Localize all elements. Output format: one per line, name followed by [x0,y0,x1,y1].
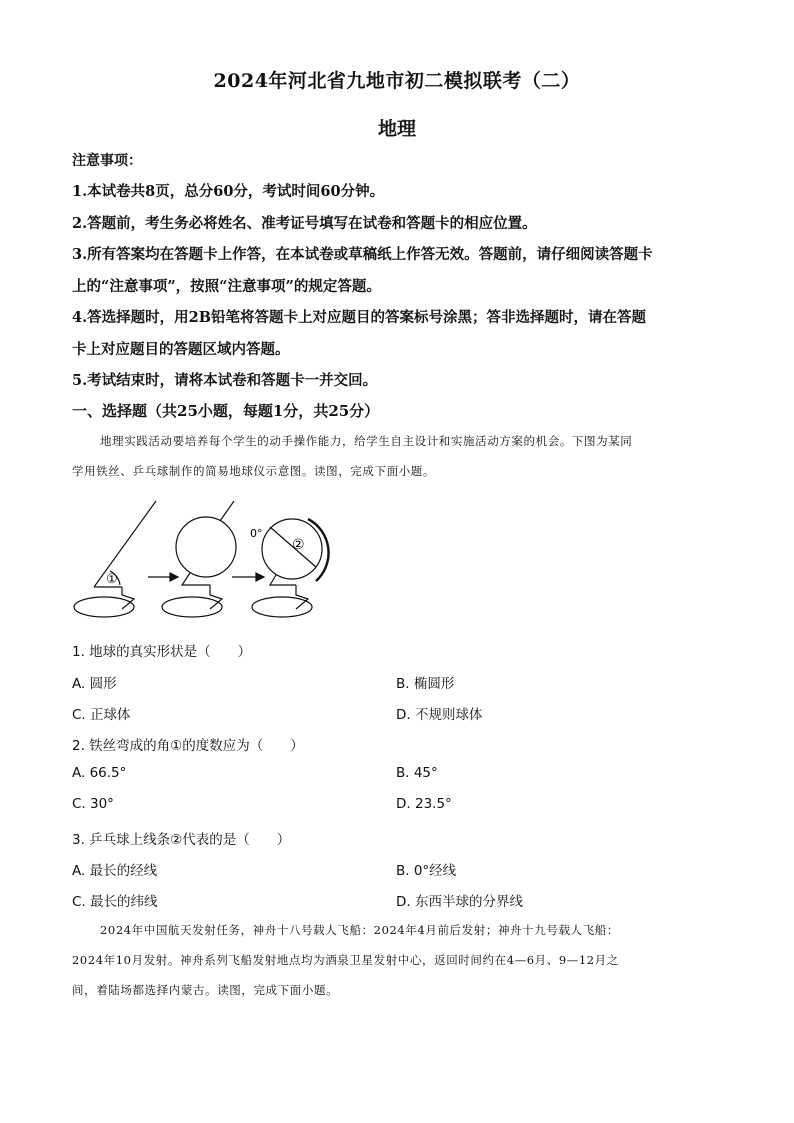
ping-pong-ball [176,517,236,577]
question-1-stem: 1. 地球的真实形状是（ ） [72,644,252,660]
passage-2-line-3: 间，着陆场都选择内蒙古。读图，完成下面小题。 [72,983,339,997]
question-1-option-a[interactable]: A. 圆形 [72,676,117,692]
wire-zigzag-2 [210,585,222,609]
notice-line-5: 5.考试结束时，请将本试卷和答题卡一并交回。 [72,372,378,389]
question-1-option-c[interactable]: C. 正球体 [72,707,131,723]
question-3-option-a[interactable]: A. 最长的经线 [72,863,158,879]
globe-making-figure [70,495,340,625]
notice-line-2: 2.答题前，考生务必将姓名、准考证号填写在试卷和答题卡的相应位置。 [72,215,537,232]
passage-1 [72,426,722,486]
question-2-option-d[interactable]: D. 23.5° [396,796,452,812]
question-2-option-b[interactable]: B. 45° [396,765,438,781]
passage-2-line-2: 2024年10月发射。神舟系列飞船发射地点均为酒泉卫星发射中心，返回时间约在4—6月、9—12月之 [72,953,619,967]
question-2-option-c[interactable]: C. 30° [72,796,114,812]
subject-title: 地理 [377,118,416,140]
passage-1-line-2: 学用铁丝、乒乓球制作的简易地球仪示意图。读图，完成下面小题。 [72,464,435,478]
question-1-option-b[interactable]: B. 椭圆形 [396,676,455,692]
notice-line-3: 3.所有答案均在答题卡上作答，在本试卷或草稿纸上作答无效。答题前，请仔细阅读答题卡 [72,246,653,263]
label-zero-degree: 0° [250,527,263,540]
question-3-stem: 3. 乒乓球上线条②代表的是（ ） [72,832,291,848]
section-heading: 一、选择题（共25小题，每题1分，共25分） [72,402,380,420]
question-2-stem: 2. 铁丝弯成的角①的度数应为（ ） [72,738,304,754]
label-line-two: ② [292,537,305,553]
passage-1-line-1: 地理实践活动要培养每个学生的动手操作能力，给学生自主设计和实施活动方案的机会。下图为某同 [100,434,633,448]
question-3-option-c[interactable]: C. 最长的纬线 [72,894,158,910]
notice-line-3-cont: 上的“注意事项”，按照“注意事项”的规定答题。 [72,278,381,295]
notice-line-4-cont: 卡上对应题目的答题区域内答题。 [72,341,290,358]
question-3-option-d[interactable]: D. 东西半球的分界线 [396,894,523,910]
notice-line-4: 4.答选择题时，用2B铅笔将答题卡上对应题目的答案标号涂黑；答非选择题时，请在答题 [72,309,646,326]
question-1-option-d[interactable]: D. 不规则球体 [396,707,483,723]
notice-line-1: 1.本试卷共8页，总分60分，考试时间60分钟。 [72,183,385,200]
wire-zigzag-1 [122,587,134,609]
question-3-option-b[interactable]: B. 0°经线 [396,863,457,879]
wire-zigzag-3 [296,585,308,609]
label-angle-one: ① [106,572,118,587]
question-2-option-a[interactable]: A. 66.5° [72,765,127,781]
exam-title: 2024年河北省九地市初二模拟联考（二） [213,70,581,92]
wire-slant-1 [94,501,156,587]
wire-base-3 [270,575,296,585]
notice-heading: 注意事项： [72,153,142,169]
passage-2 [72,915,722,1005]
stand-base-3 [252,597,312,617]
wire-slant-2 [220,501,234,521]
passage-2-line-1: 2024年中国航天发射任务，神舟十八号载人飞船：2024年4月前后发射；神舟十九号载人飞船： [100,923,619,937]
